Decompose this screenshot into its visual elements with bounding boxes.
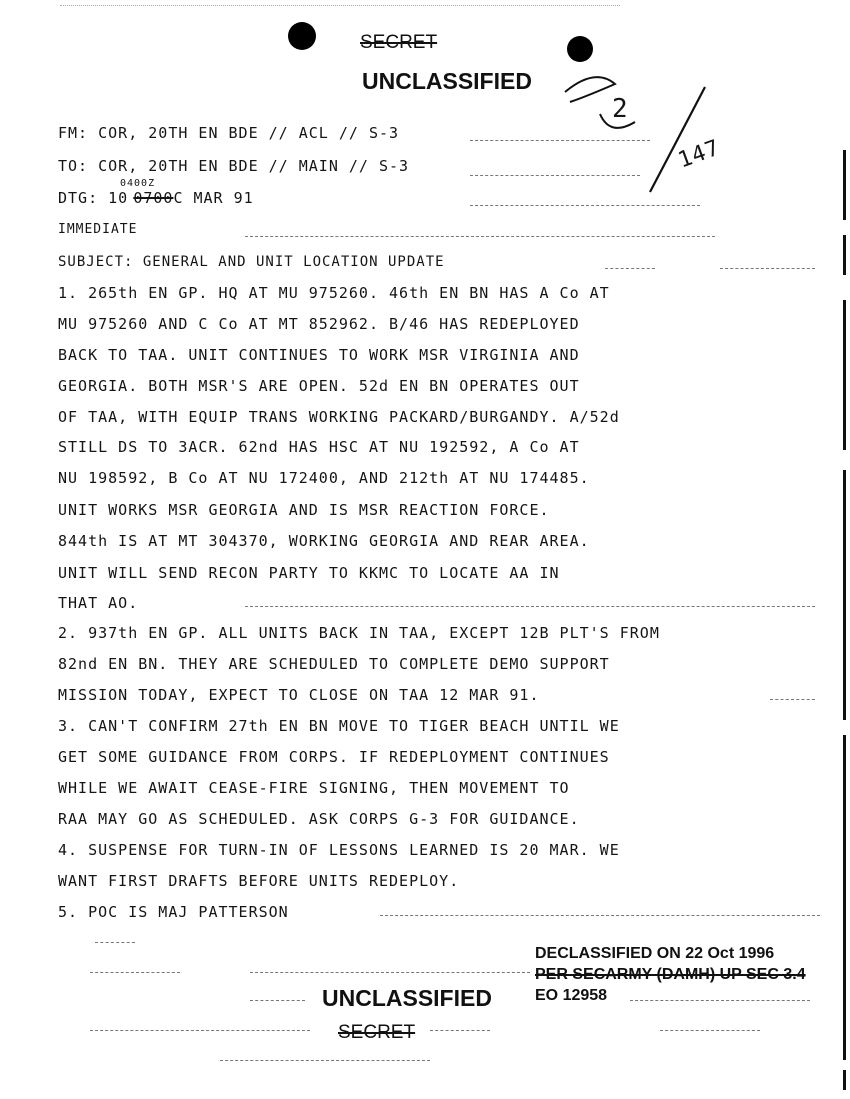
scan-edge-bar [843,1070,846,1090]
scan-noise [60,5,620,6]
body-line: 3. CAN'T CONFIRM 27th EN BN MOVE TO TIGER BEACH UNTIL WE [58,717,620,735]
body-line: GET SOME GUIDANCE FROM CORPS. IF REDEPLOYMENT CONTINUES [58,748,610,766]
body-line: BACK TO TAA. UNIT CONTINUES TO WORK MSR VIRGINIA AND [58,346,580,364]
declassified-line-1: DECLASSIFIED ON 22 Oct 1996 [535,945,775,962]
body-line: WANT FIRST DRAFTS BEFORE UNITS REDEPLOY. [58,872,460,890]
precedence: IMMEDIATE [58,222,138,237]
subject-line: SUBJECT: GENERAL AND UNIT LOCATION UPDATE [58,254,445,270]
scan-edge-bar [843,470,846,720]
body-line: 82nd EN BN. THEY ARE SCHEDULED TO COMPLETE DEMO SUPPORT [58,655,610,673]
body-line: 1. 265th EN GP. HQ AT MU 975260. 46th EN BN HAS A Co AT [58,284,610,302]
scan-edge-bar [843,300,846,450]
declassified-line-2: PER SECARMY (DAMH) UP SEC 3.4 [535,966,806,983]
body-line: 4. SUSPENSE FOR TURN-IN OF LESSONS LEARNED IS 20 MAR. WE [58,841,620,859]
top-secret-marking: SECRET [360,32,438,53]
handwritten-mark [555,62,745,202]
body-line: WHILE WE AWAIT CEASE-FIRE SIGNING, THEN MOVEMENT TO [58,779,570,797]
declassified-line-3: EO 12958 [535,987,608,1004]
body-line: 844th IS AT MT 304370, WORKING GEORGIA AND REAR AREA. [58,532,590,550]
hole-punch-left [288,22,316,50]
scan-edge-bar [843,150,846,220]
body-line: NU 198592, B Co AT NU 172400, AND 212th AT NU 174485. [58,469,590,487]
body-line: RAA MAY GO AS SCHEDULED. ASK CORPS G-3 FOR GUIDANCE. [58,810,580,828]
from-line: FM: COR, 20TH EN BDE // ACL // S-3 [58,124,400,142]
scan-edge-bar [843,735,846,1060]
bottom-unclassified-marking: UNCLASSIFIED [322,985,492,1011]
body-line: MU 975260 AND C Co AT MT 852962. B/46 HAS REDEPLOYED [58,315,580,333]
dtg-suffix: C MAR 91 [173,189,254,207]
body-line: THAT AO. [58,594,139,612]
handwritten-initials: 147 [675,135,724,174]
body-line: UNIT WORKS MSR GEORGIA AND IS MSR REACTION FORCE. [58,501,550,519]
bottom-secret-marking: SECRET [338,1022,416,1043]
top-unclassified-marking: UNCLASSIFIED [362,68,532,94]
dtg-line [58,188,254,210]
scan-edge-bar [843,235,846,275]
dtg-insert: 0400Z [120,178,156,189]
body-line: UNIT WILL SEND RECON PARTY TO KKMC TO LOCATE AA IN [58,564,560,582]
body-line: GEORGIA. BOTH MSR'S ARE OPEN. 52d EN BN OPERATES OUT [58,377,580,395]
body-line: OF TAA, WITH EQUIP TRANS WORKING PACKARD/BURGANDY. A/52d [58,408,620,426]
dtg-struck: 0700 [133,189,174,207]
body-line: MISSION TODAY, EXPECT TO CLOSE ON TAA 12 MAR 91. [58,686,540,704]
dtg-prefix: DTG: 10 [58,189,129,207]
body-line: 5. POC IS MAJ PATTERSON [58,903,289,921]
body-line: STILL DS TO 3ACR. 62nd HAS HSC AT NU 192592, A Co AT [58,438,580,456]
handwritten-page-number: 2 [612,94,629,124]
to-line: TO: COR, 20TH EN BDE // MAIN // S-3 [58,157,410,175]
body-line: 2. 937th EN GP. ALL UNITS BACK IN TAA, EXCEPT 12B PLT'S FROM [58,624,660,642]
hole-punch-right [567,36,593,62]
